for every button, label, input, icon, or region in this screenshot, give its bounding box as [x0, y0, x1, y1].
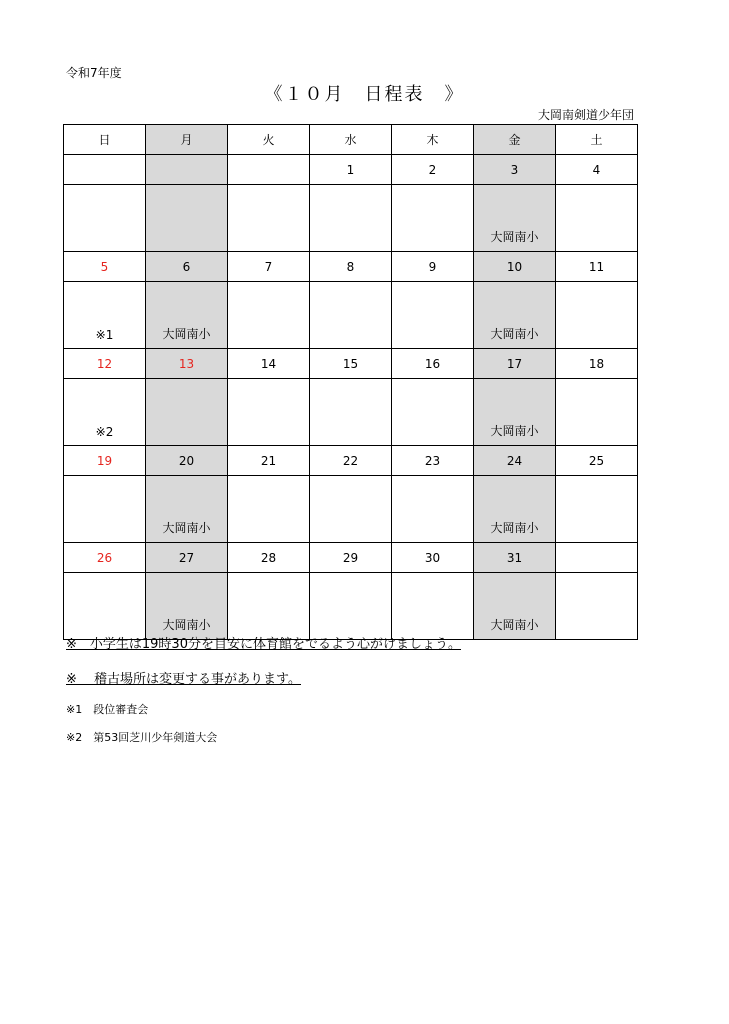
event-cell: 大岡南小 [146, 282, 228, 349]
event-cell [392, 282, 474, 349]
event-cell [228, 573, 310, 640]
event-cell [392, 476, 474, 543]
event-cell [146, 379, 228, 446]
date-row [64, 155, 638, 185]
event-cell [392, 573, 474, 640]
schedule-calendar [63, 124, 638, 640]
event-cell: 大岡南小 [146, 573, 228, 640]
date-cell-holiday: 13 [146, 349, 228, 379]
note-leave-time: ※ 小学生は19時30分を目安に体育館をでるよう心がけましょう。 [66, 637, 461, 652]
weekday-mon: 月 [146, 125, 228, 155]
footnote-2: ※2 第53回芝川少年剣道大会 [66, 731, 218, 744]
event-cell [64, 185, 146, 252]
date-cell: 9 [392, 252, 474, 282]
date-cell: 24 [474, 446, 556, 476]
weekday-fri: 金 [474, 125, 556, 155]
event-cell [310, 379, 392, 446]
date-cell: 11 [556, 252, 638, 282]
event-cell [146, 185, 228, 252]
event-cell [228, 185, 310, 252]
event-cell [64, 573, 146, 640]
date-cell: 3 [474, 155, 556, 185]
date-row [64, 252, 638, 282]
event-cell [64, 476, 146, 543]
date-cell: 1 [310, 155, 392, 185]
date-cell: 2 [392, 155, 474, 185]
date-row [64, 543, 638, 573]
event-cell: 大岡南小 [474, 573, 556, 640]
date-row [64, 446, 638, 476]
event-cell [310, 282, 392, 349]
event-cell: 大岡南小 [474, 282, 556, 349]
page-title: 《１０月 日程表 》 [264, 84, 465, 105]
footnote-1: ※1 段位審査会 [66, 703, 149, 716]
date-cell: 7 [228, 252, 310, 282]
date-cell: 30 [392, 543, 474, 573]
date-row [64, 349, 638, 379]
event-cell [228, 476, 310, 543]
event-row [64, 185, 638, 252]
event-cell [392, 185, 474, 252]
date-cell: 29 [310, 543, 392, 573]
event-cell [228, 379, 310, 446]
event-cell: ※1 [64, 282, 146, 349]
event-cell [556, 282, 638, 349]
weekday-tue: 火 [228, 125, 310, 155]
date-cell: 31 [474, 543, 556, 573]
date-cell [556, 543, 638, 573]
event-row [64, 282, 638, 349]
date-cell: 23 [392, 446, 474, 476]
weekday-sat: 土 [556, 125, 638, 155]
date-cell: 14 [228, 349, 310, 379]
event-cell [310, 185, 392, 252]
event-cell [556, 379, 638, 446]
date-cell [64, 155, 146, 185]
date-cell-holiday: 5 [64, 252, 146, 282]
date-cell-holiday: 26 [64, 543, 146, 573]
event-cell: 大岡南小 [474, 185, 556, 252]
date-cell-holiday: 12 [64, 349, 146, 379]
event-cell [310, 476, 392, 543]
event-cell: 大岡南小 [146, 476, 228, 543]
date-cell: 20 [146, 446, 228, 476]
weekday-thu: 木 [392, 125, 474, 155]
event-cell: 大岡南小 [474, 476, 556, 543]
event-cell [310, 573, 392, 640]
date-cell: 16 [392, 349, 474, 379]
event-cell [556, 573, 638, 640]
weekday-header-row [64, 125, 638, 155]
weekday-wed: 水 [310, 125, 392, 155]
date-cell: 28 [228, 543, 310, 573]
date-cell: 21 [228, 446, 310, 476]
event-cell: ※2 [64, 379, 146, 446]
event-cell [228, 282, 310, 349]
note-venue-change: ※ 稽古場所は変更する事があります。 [66, 672, 301, 687]
date-cell: 8 [310, 252, 392, 282]
event-cell: 大岡南小 [474, 379, 556, 446]
date-cell: 25 [556, 446, 638, 476]
weekday-sun: 日 [64, 125, 146, 155]
date-cell: 17 [474, 349, 556, 379]
date-cell [146, 155, 228, 185]
date-cell: 27 [146, 543, 228, 573]
date-cell [228, 155, 310, 185]
date-cell: 10 [474, 252, 556, 282]
date-cell: 22 [310, 446, 392, 476]
date-cell: 6 [146, 252, 228, 282]
event-row [64, 379, 638, 446]
event-cell [556, 476, 638, 543]
event-cell [392, 379, 474, 446]
organization-name: 大岡南剣道少年団 [537, 108, 634, 122]
event-row [64, 573, 638, 640]
era-year: 令和7年度 [66, 66, 122, 80]
event-row [64, 476, 638, 543]
date-cell: 18 [556, 349, 638, 379]
event-cell [556, 185, 638, 252]
date-cell: 15 [310, 349, 392, 379]
date-cell: 4 [556, 155, 638, 185]
date-cell-holiday: 19 [64, 446, 146, 476]
